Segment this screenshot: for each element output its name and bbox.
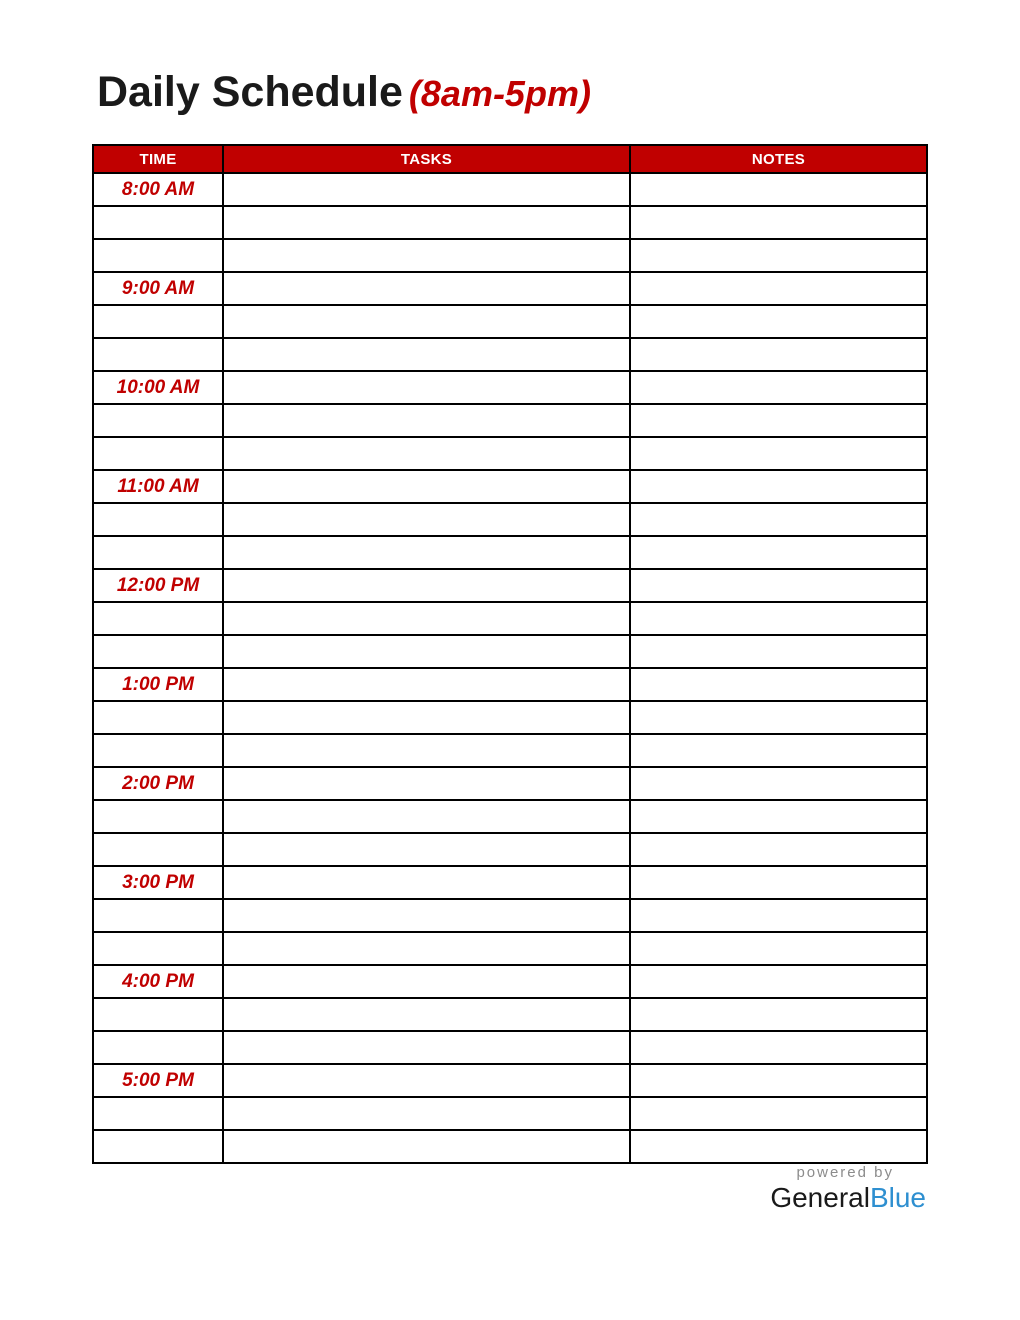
tasks-cell <box>223 668 630 701</box>
notes-cell <box>630 569 927 602</box>
tasks-cell <box>223 206 630 239</box>
tasks-cell <box>223 1064 630 1097</box>
column-header-notes: NOTES <box>630 145 927 173</box>
notes-cell <box>630 635 927 668</box>
page-title <box>97 68 591 117</box>
time-cell-empty <box>93 536 223 569</box>
notes-cell <box>630 206 927 239</box>
notes-cell <box>630 866 927 899</box>
footer-brand <box>92 1164 926 1214</box>
time-cell-empty <box>93 701 223 734</box>
schedule-row <box>93 1130 927 1163</box>
time-label: 1:00 PM <box>93 668 223 701</box>
page-title-main: Daily Schedule <box>97 68 403 116</box>
schedule-table <box>92 144 928 1164</box>
time-cell-empty <box>93 635 223 668</box>
time-label: 2:00 PM <box>93 767 223 800</box>
schedule-row <box>93 800 927 833</box>
time-cell-empty <box>93 734 223 767</box>
brand-general-text: General <box>770 1182 870 1213</box>
schedule-row <box>93 536 927 569</box>
tasks-cell <box>223 701 630 734</box>
schedule-row <box>93 470 927 503</box>
tasks-cell <box>223 932 630 965</box>
column-header-tasks: TASKS <box>223 145 630 173</box>
schedule-row <box>93 998 927 1031</box>
tasks-cell <box>223 1031 630 1064</box>
schedule-row <box>93 635 927 668</box>
time-label: 8:00 AM <box>93 173 223 206</box>
time-cell-empty <box>93 503 223 536</box>
notes-cell <box>630 668 927 701</box>
time-cell-empty <box>93 404 223 437</box>
time-label: 3:00 PM <box>93 866 223 899</box>
notes-cell <box>630 305 927 338</box>
notes-cell <box>630 767 927 800</box>
notes-cell <box>630 701 927 734</box>
tasks-cell <box>223 1130 630 1163</box>
tasks-cell <box>223 602 630 635</box>
schedule-row <box>93 932 927 965</box>
notes-cell <box>630 800 927 833</box>
notes-cell <box>630 437 927 470</box>
notes-cell <box>630 965 927 998</box>
time-cell-empty <box>93 239 223 272</box>
schedule-row <box>93 404 927 437</box>
notes-cell <box>630 338 927 371</box>
powered-by-label: powered by <box>796 1164 894 1181</box>
schedule-row <box>93 965 927 998</box>
time-cell-empty <box>93 338 223 371</box>
time-label: 9:00 AM <box>93 272 223 305</box>
notes-cell <box>630 932 927 965</box>
tasks-cell <box>223 470 630 503</box>
notes-cell <box>630 371 927 404</box>
schedule-row <box>93 602 927 635</box>
time-cell-empty <box>93 833 223 866</box>
schedule-row <box>93 173 927 206</box>
notes-cell <box>630 833 927 866</box>
schedule-row <box>93 1097 927 1130</box>
schedule-row <box>93 437 927 470</box>
schedule-row <box>93 734 927 767</box>
brand-blue-text: Blue <box>869 1182 926 1213</box>
notes-cell <box>630 1130 927 1163</box>
schedule-row <box>93 866 927 899</box>
schedule-row <box>93 701 927 734</box>
tasks-cell <box>223 371 630 404</box>
page-title-range: (8am-5pm) <box>408 73 591 114</box>
tasks-cell <box>223 569 630 602</box>
notes-cell <box>630 173 927 206</box>
time-cell-empty <box>93 932 223 965</box>
schedule-row <box>93 371 927 404</box>
tasks-cell <box>223 536 630 569</box>
time-cell-empty <box>93 602 223 635</box>
tasks-cell <box>223 965 630 998</box>
time-cell-empty <box>93 800 223 833</box>
time-cell-empty <box>93 206 223 239</box>
column-header-time: TIME <box>93 145 223 173</box>
tasks-cell <box>223 635 630 668</box>
schedule-row <box>93 239 927 272</box>
notes-cell <box>630 899 927 932</box>
time-cell-empty <box>93 899 223 932</box>
notes-cell <box>630 239 927 272</box>
tasks-cell <box>223 767 630 800</box>
time-cell-empty <box>93 305 223 338</box>
tasks-cell <box>223 272 630 305</box>
time-label: 11:00 AM <box>93 470 223 503</box>
tasks-cell <box>223 998 630 1031</box>
tasks-cell <box>223 338 630 371</box>
schedule-row <box>93 1064 927 1097</box>
table-header-row <box>93 145 927 173</box>
notes-cell <box>630 602 927 635</box>
tasks-cell <box>223 239 630 272</box>
tasks-cell <box>223 173 630 206</box>
notes-cell <box>630 734 927 767</box>
schedule-row <box>93 668 927 701</box>
tasks-cell <box>223 866 630 899</box>
notes-cell <box>630 1064 927 1097</box>
tasks-cell <box>223 833 630 866</box>
tasks-cell <box>223 800 630 833</box>
time-cell-empty <box>93 1097 223 1130</box>
notes-cell <box>630 998 927 1031</box>
notes-cell <box>630 1097 927 1130</box>
tasks-cell <box>223 404 630 437</box>
time-label: 5:00 PM <box>93 1064 223 1097</box>
time-label: 12:00 PM <box>93 569 223 602</box>
schedule-row <box>93 1031 927 1064</box>
time-cell-empty <box>93 998 223 1031</box>
schedule-row <box>93 503 927 536</box>
notes-cell <box>630 536 927 569</box>
notes-cell <box>630 1031 927 1064</box>
tasks-cell <box>223 503 630 536</box>
notes-cell <box>630 470 927 503</box>
tasks-cell <box>223 734 630 767</box>
schedule-row <box>93 833 927 866</box>
schedule-row <box>93 206 927 239</box>
schedule-row <box>93 338 927 371</box>
time-label: 10:00 AM <box>93 371 223 404</box>
schedule-row <box>93 272 927 305</box>
tasks-cell <box>223 305 630 338</box>
time-cell-empty <box>93 1130 223 1163</box>
schedule-row <box>93 305 927 338</box>
time-cell-empty <box>93 1031 223 1064</box>
generalblue-logo <box>92 1182 926 1214</box>
notes-cell <box>630 404 927 437</box>
notes-cell <box>630 503 927 536</box>
tasks-cell <box>223 1097 630 1130</box>
schedule-row <box>93 899 927 932</box>
notes-cell <box>630 272 927 305</box>
tasks-cell <box>223 899 630 932</box>
time-label: 4:00 PM <box>93 965 223 998</box>
schedule-row <box>93 767 927 800</box>
schedule-row <box>93 569 927 602</box>
time-cell-empty <box>93 437 223 470</box>
tasks-cell <box>223 437 630 470</box>
